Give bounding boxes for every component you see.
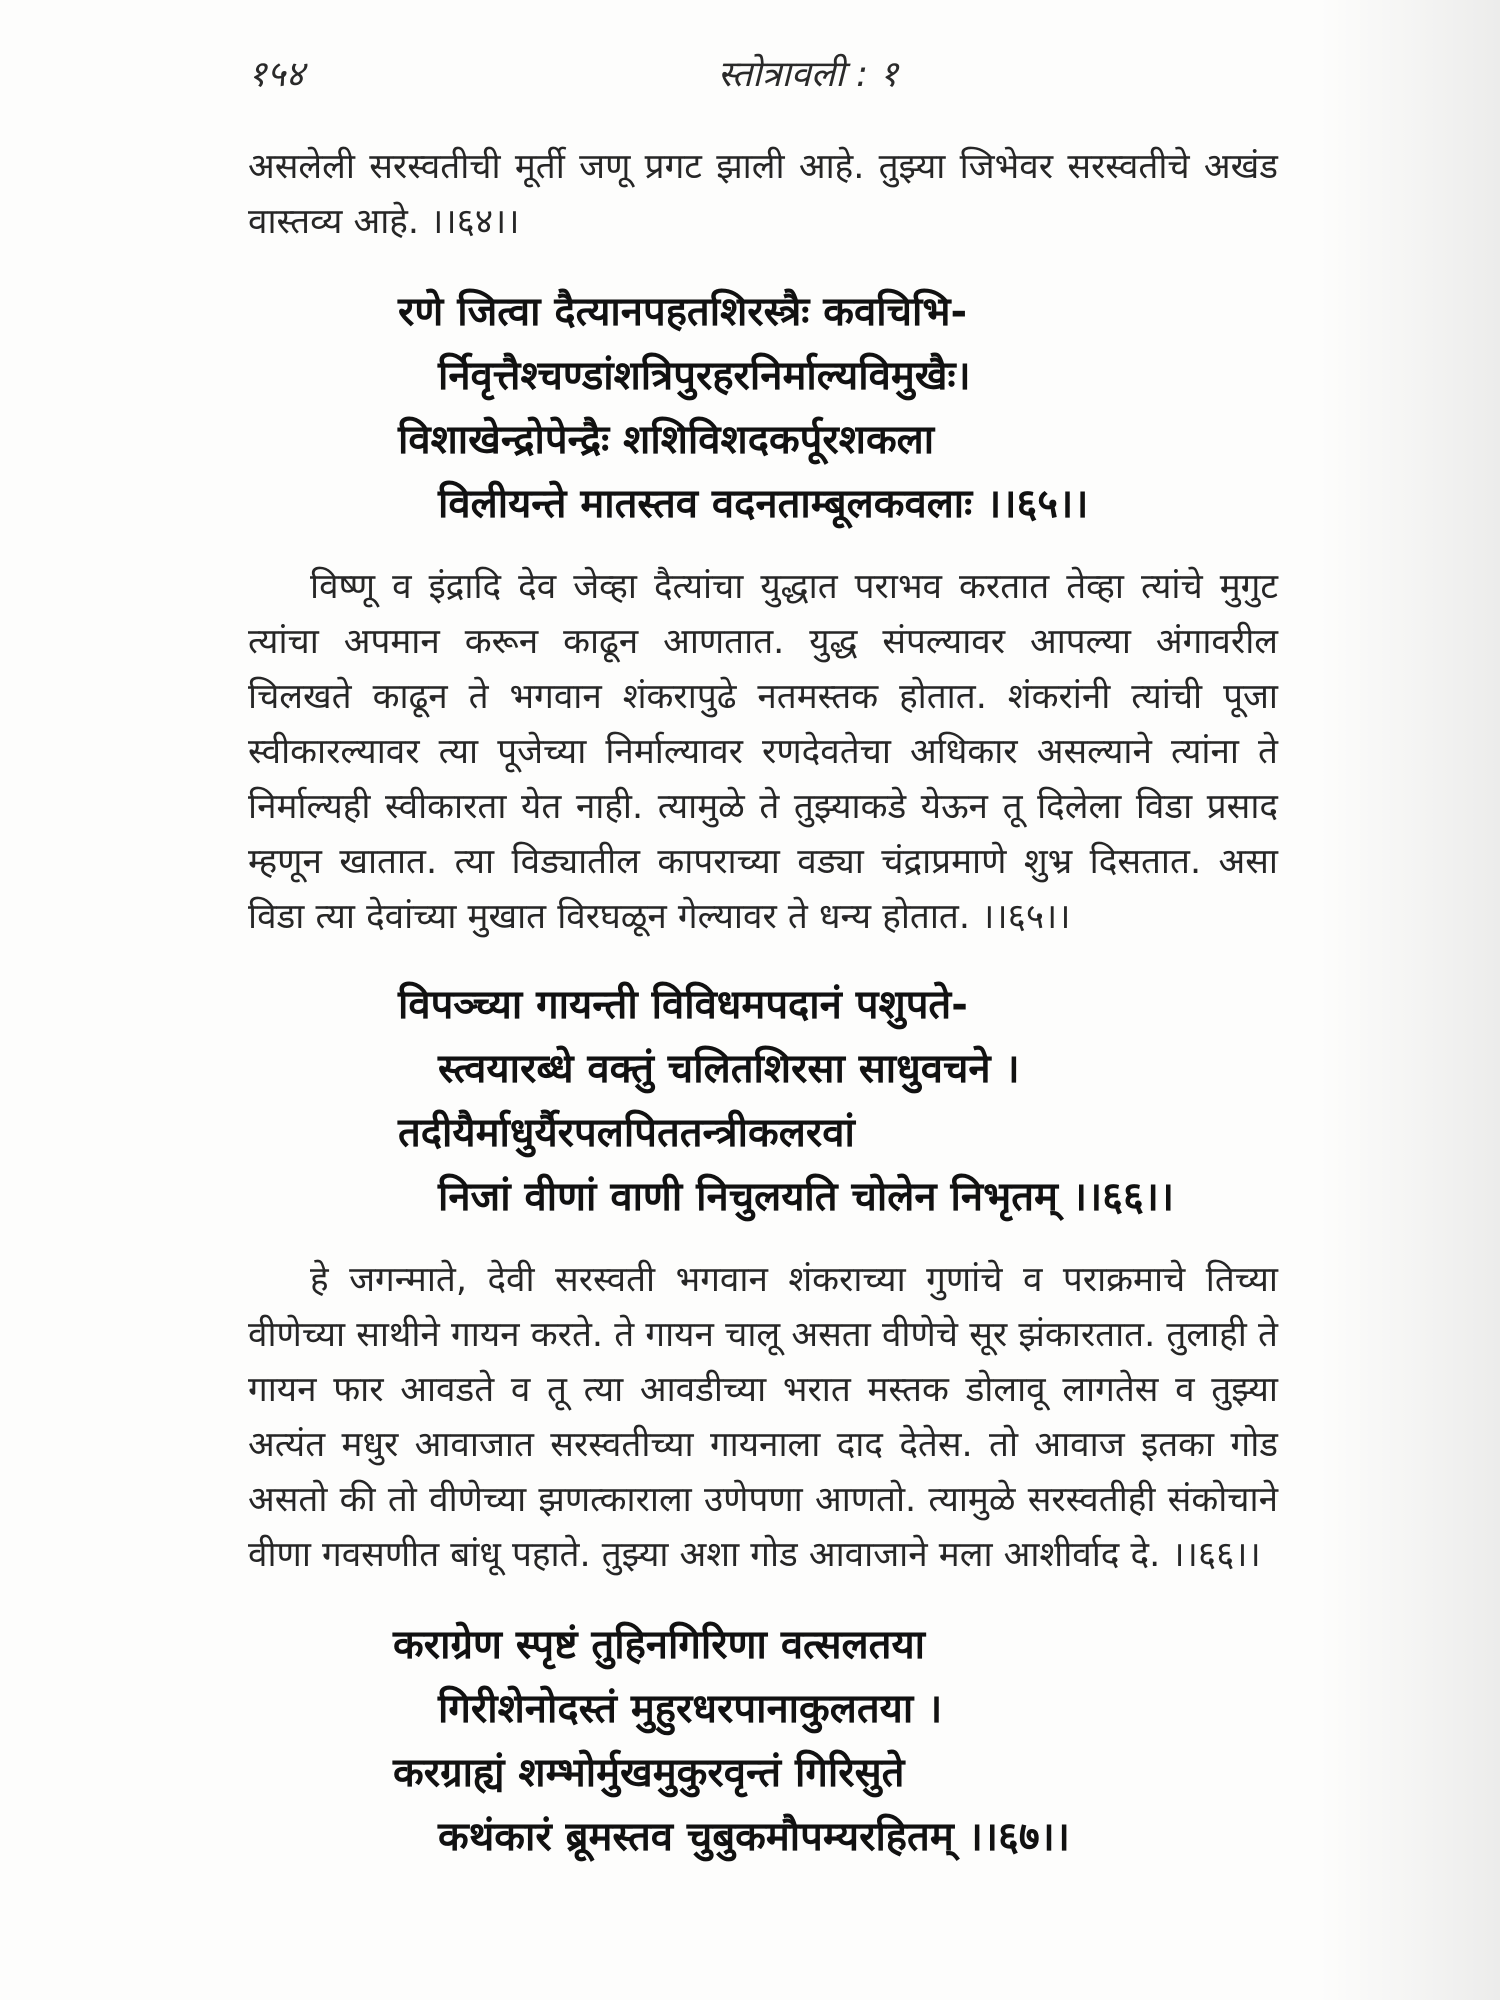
verse-line: करग्राह्यं शम्भोर्मुखमुकुरवृन्तं गिरिसुते [393,1750,905,1796]
verse-line: कराग्रेण स्पृष्टं तुहिनगिरिणा वत्सलतया [393,1622,926,1668]
verse-line: गिरीशेनोदस्तं मुहुरधरपानाकुलतया । [438,1686,943,1732]
page-edge-shadow [1320,0,1500,2000]
verse-line: विपञ्च्या गायन्ती विविधमपदानं पशुपते- [398,982,968,1028]
running-title: स्तोत्रावली : १ [717,54,899,95]
verse-66 [248,973,1278,1229]
verse-line: विशाखेन्द्रोपेन्द्रैः शशिविशदकर्पूरशकला [398,417,935,463]
verse-67 [248,1613,1278,1869]
verse-line: तदीयैर्माधुर्यैरपलपिततन्त्रीकलरवां [398,1110,855,1156]
verse-line: कथंकारं ब्रूमस्तव चुबुकमौपम्यरहितम् ।।६७।। [438,1814,1070,1860]
verse-line: रणे जित्वा दैत्यानपहतशिरस्त्रैः कवचिभि- [398,289,968,335]
commentary-paragraph-65: विष्णू व इंद्रादि देव जेव्हा दैत्यांचा युद्धात पराभव करतात तेव्हा त्यांचे मुगुट त्यांचा अपमान करून काढून आणतात. युद्ध संपल्यावर आपल्या अंगावरील चिलखते काढून ते भगवान शंकरापुढे नतमस्तक होतात. शंकरांनी त्यांची पूजा स्वीकारल्यावर त्या पूजेच्या निर्माल्यावर रणदेवतेचा अधिकार असल्याने त्यांना ते निर्माल्यही स्वीकारता येत नाही. त्यामुळे ते तुझ्याकडे येऊन तू दिलेला विडा प्रसाद म्हणून खातात. त्या विड्यातील कापराच्या वड्या चंद्राप्रमाणे शुभ्र दिसतात. असा विडा त्या देवांच्या मुखात विरघळून गेल्यावर ते धन्य होतात. ।।६५।। [248,567,1278,937]
commentary-paragraph-66: हे जगन्माते, देवी सरस्वती भगवान शंकराच्या गुणांचे व पराक्रमाचे तिच्या वीणेच्या साथीने गायन करते. ते गायन चालू असता वीणेचे सूर झंकारतात. तुलाही ते गायन फार आवडते व तू त्या आवडीच्या भरात मस्तक डोलावू लागतेस व तुझ्या अत्यंत मधुर आवाजात सरस्वतीच्या गायनाला दाद देतेस. तो आवाज इतका गोड असतो की तो वीणेच्या झणत्काराला उणेपणा आणतो. त्यामुळे सरस्वतीही संकोचाने वीणा गवसणीत बांधू पहाते. तुझ्या अशा गोड आवाजाने मला आशीर्वाद दे. ।।६६।। [248,1260,1278,1575]
verse-line: र्निवृत्तैश्चण्डांशत्रिपुरहरनिर्माल्यविमुखैः। [438,353,971,399]
page-number: १५४ [248,54,305,95]
page-header [248,48,1288,104]
verse-65 [248,280,1278,536]
verse-line: विलीयन्ते मातस्तव वदनताम्बूलकवलाः ।।६५।। [438,481,1089,527]
verse-line: निजां वीणां वाणी निचुलयति चोलेन निभृतम् ।।६६।। [438,1174,1175,1220]
verse-line: स्त्वयारब्धे वक्तुं चलितशिरसा साधुवचने । [438,1046,1020,1092]
page-content [248,140,1278,1869]
commentary-paragraph-64: असलेली सरस्वतीची मूर्ती जणू प्रगट झाली आहे. तुझ्या जिभेवर सरस्वतीचे अखंड वास्तव्य आहे. ।।६४।। [248,147,1278,242]
